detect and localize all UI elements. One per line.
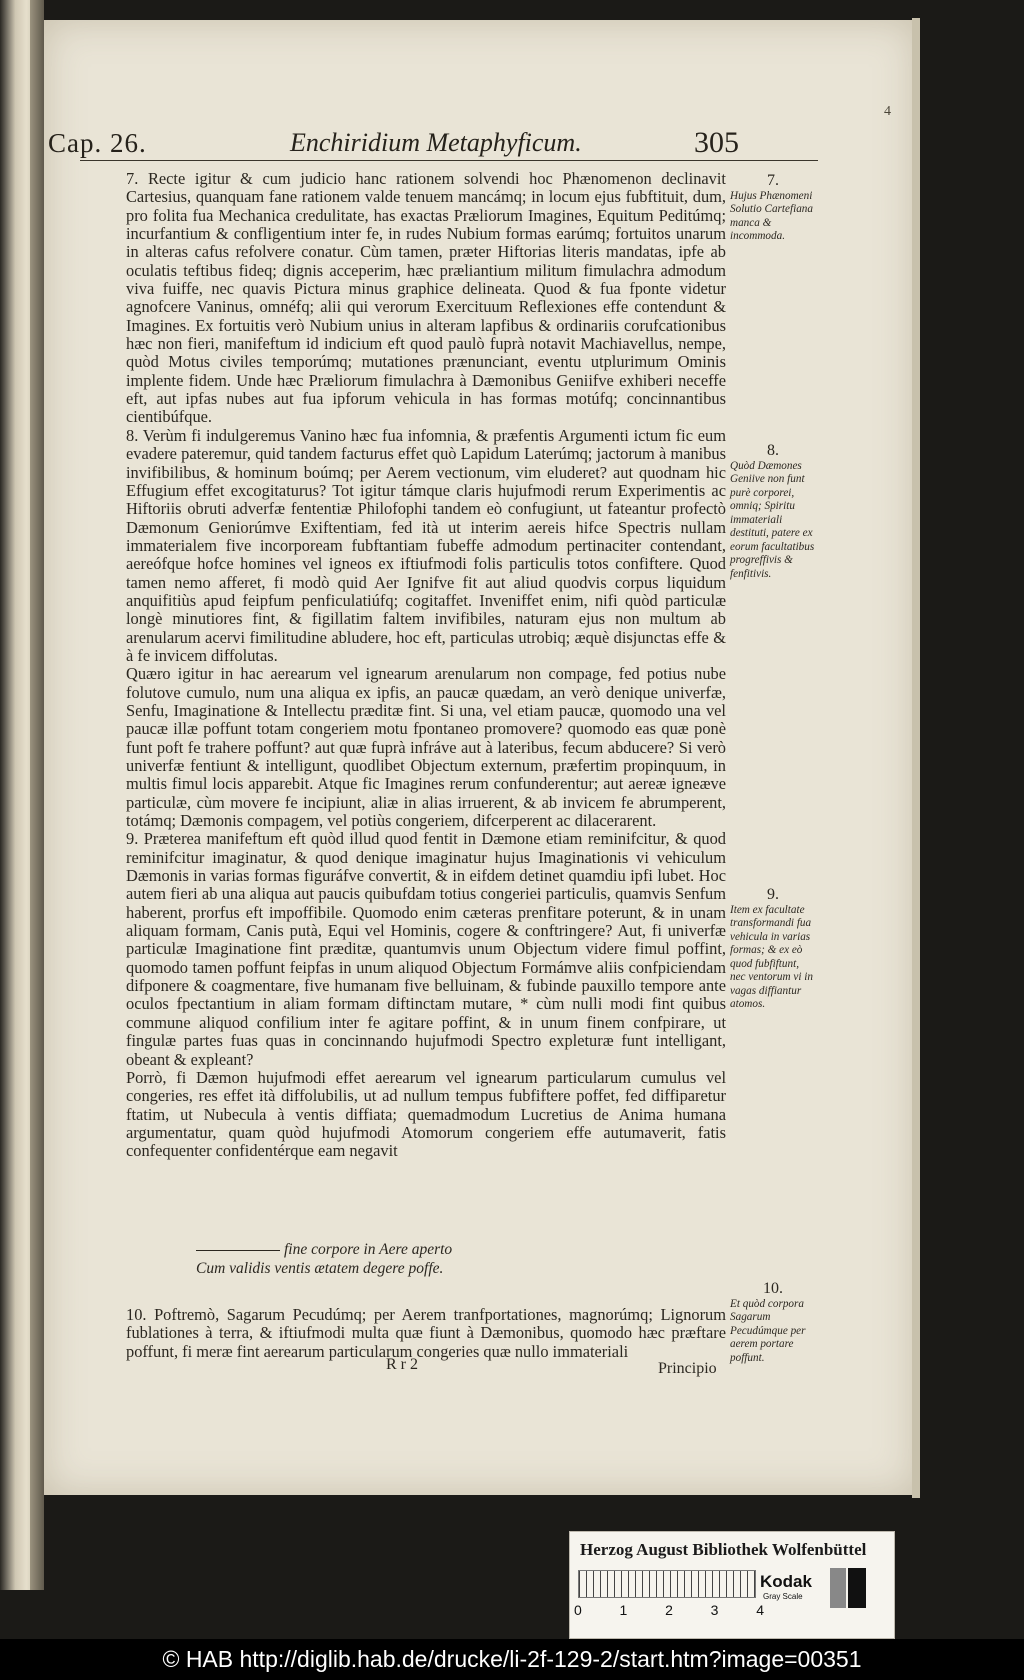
tick-3: 3 [710,1602,719,1618]
book-title: Enchiridium Metaphyficum. [290,128,582,157]
paragraph-9: 9. Præterea manifeftum eft quòd illud quod fentit in Dæmone etiam reminifcitur, & quod reminifcitur imaginatur, & quod denique imaginatur hujus Imaginationis vi vehiculum Dæmonis in varias formas figuráfve convertit, & in eifdem detinet quamdiu ipfi lubet. Hoc autem fieri ab una aliqua aut paucis quibufdam totius congeriei particulis, quamvis Senfum haberent, prorfus eft impoffibile. Quomodo enim cæteras prenfitare poterunt, & in unam aliquam formam, Canis putà, Equi vel Hominis, cogere & conftringere? Aut, fi univerfæ particulæ Imaginatione fint præditæ, quantumvis unum Objectum videre fimul poffint, quomodo tamen poffunt feipfas in unum aliquod Objectum Formámve aliis confpiciendam difponere & coagmentare, five humanam five belluinam, & fubinde pauxillo tempore ante oculos fpectantium in aliam formam diftinctam mutare, * cùm nulli modi fint quibus commune aliquod confilium inter fe agitare poffint, & in unum finem confpirare, ut fingulæ partes fuas quas in concinnando hujufmodi Spectro expleturæ funt intelligant, obeant & expleant? [126,829,726,1069]
quote-line-1: fine corpore in Aere aperto [196,1240,596,1259]
margin-note-8 [730,444,816,581]
black-swatch [848,1568,866,1608]
margin-note-7 [730,174,816,244]
margin-text: Et quòd corpora Sagarum Pecudúmque per aerem portare poffunt. [730,1297,806,1364]
gray-swatch [830,1568,846,1608]
verse-quote [196,1240,596,1278]
signature-mark: R r 2 [386,1356,418,1373]
margin-number: 9. [767,886,779,903]
paragraph-7: 7. Recte igitur & cum judicio hanc rationem solvendi hoc Phænomenon declinavit Cartesius, quanquam fane rationem valde tenuem mancámq; in locum ejus fubftituit, dum, pro folita fua Mechanica credulitate, has exactas Præliorum Imagines, Equitum Peditúmq; incurfantium & confligentium inter fe, in rudes Nubium formas earúmq; fortuitos unarum in alteras cafus refolvere conatur. Cùm tamen, præter Hiftorias literis mandatas, ipfe ab oculatis teftibus fideq; dignis acceperim, hæc præliantium militum fimulachra admodum viva fuiffe, nec quavis Pictura minus graphice delineata. Quod & fua fponte videtur agnofcere Vaninus, omnéfq; alii qui verorum Exercituum Reflexiones effe contendunt & Imagines. Ex fortuitis verò Nubium unius in alteram lapfibus & ordinariis corufcationibus hæc non fieri, manifeftum id indicium eft quod paulò fuprà notavit Machiavellus, nempe, quòd Motus civiles temporúmq; mutationes prænunciant, eventu utplurimum Ominis implente fidem. Unde hæc Præliorum fimulachra à Dæmonibus Geniifve exhiberi neceffe eft, aut ipfas nubes aut fua ipforum vehicula in has formas motúfq; concinnantibus cientibúfque. [126,169,726,427]
tick-1: 1 [619,1602,628,1618]
margin-number: 10. [763,1280,783,1297]
tick-0: 0 [574,1602,582,1618]
adjacent-page-edge [0,0,44,1590]
paragraph-10: 10. Poftremò, Sagarum Pecudúmq; per Aerem tranfportationes, magnorúmq; Lignorum fublationes à terra, & iftiufmodi multa quæ fiunt à Dæmonibus, quomodo hæc præftare poffunt, fi meræ fint aerearum particularum congeries quæ nullo immateriali [126,1305,726,1361]
catchword: Principio [658,1360,717,1377]
main-text [126,170,726,1161]
margin-text: Item ex facultate transformandi fua vehicula in varias formas; & ex eò quod fubfiftunt, nec ventorum vi in vagas diffiantur atomos. [730,903,813,1010]
ruler [578,1570,756,1598]
chapter-heading: Cap. 26. [48,128,147,158]
margin-note-10 [730,1282,816,1365]
quote-rule [196,1250,280,1251]
page-edge [912,18,920,1498]
paragraph-8b: Quæro igitur in hac aerearum vel ignearum arenularum non compage, fed potius nube folutove cumulo, num una aliqua ex ipfis, an paucæ quædam, an verò denique univerfæ, Senfu, Imaginatione & Intellectu præditæ fint. Si una, vel etiam paucæ, quomodo una vel paucæ illæ poffunt totam congeriem motu fpontaneo promovere? quomodo eas quæ ponè funt poft fe trahere poffunt? aut quæ fuprà infráve aut à lateribus, fecum abducere? Si verò univerfæ fentiunt & intelligunt, quodlibet Objectum externum, præfertim propinquum, in multis fimul locis apparebit. Atque fic Imagines rerum confunderentur; aut aereæ igneæve particulæ, cùm movere fe incipiunt, aliæ in alias irruerent, & ab invicem fe abrumperent, totámq; Dæmonis compagem, vel potiùs congeriem, difcerperent ac dilacerarent. [126,664,726,831]
margin-number: 8. [767,442,779,459]
copyright-footer: © HAB http://diglib.hab.de/drucke/li-2f-129-2/start.htm?image=00351 [0,1639,1024,1680]
corner-mark: 4 [884,104,891,119]
page-number: 305 [694,126,739,159]
library-name: Herzog August Bibliothek Wolfenbüttel [580,1540,867,1559]
margin-text: Hujus Phænomeni Solutio Cartefiana manca & incommoda. [730,189,813,242]
margin-note-9 [730,888,816,1012]
gutter [30,0,44,1590]
margin-text: Quòd Dæmones Geniive non funt purè corporei, omniq; Spiritu immateriali destituti, patere ex eorum facultatibus progreffivis & fenfitivis. [730,459,815,580]
paragraph-9b: Porrò, fi Dæmon hujufmodi effet aerearum vel ignearum particularum cumulus vel congeries, res effet ità diffolubilis, ut ad nullum tempus fubfiftere poffet, fed diffiparetur ftatim, ut Nubecula à ventis diffiata; quemadmodum Lucretius de Anima humana argumentatur, quam quòd hujufmodi Atomorum congeriem effe autumaverit, fatis confequenter confidentérque eam negavit [126,1067,726,1161]
gray-scale-label: Gray Scale [763,1592,803,1601]
color-scale-card [569,1531,895,1639]
margin-number: 7. [767,172,779,189]
paragraph-8: 8. Verùm fi indulgeremus Vanino hæc fua infomnia, & præfentis Argumenti ictum fic eum evadere pateremur, quid tandem facturus effet quò Lapidum Laterúmq; jactorum à manibus invifibilibus, & hominum boúmq; per Aerem vectionum, vim eluderet? aut quodnam hic Effugium effet excogitaturus? Tot igitur támque claris hujufmodi rerum Experimentis ac Hiftoriis obruti adverfæ fententiæ Philofophi tandem eò confugiunt, ut fateantur profectò Dæmonum Geniorúmve Exiftentiam, fed ità ut interim aereis hifce Spectris nullam immaterialem five incorpoream fubftantiam fubeffe admodum pertinaciter contendant, aereófque hofce homines vel igneos ex iftiufmodi folis particulis totos confiftere. Quod tamen nemo afferet, fi modò quid Aer Ignifve fit aut aliud quodvis corpus liquidum anquifitiùs apud feipfum penficulatiúfq; cogitaffet. Inveniffet enim, nifi quòd particulæ longè minutiores fint, & figillatim faltem invifibiles, naturam ejus non multum ab arenularum acervi fimilitudine abludere, hoc eft, particulas utrobiq; æquè disjunctas effe & à fe invicem diffolutas. [126,425,726,665]
quote-line-2: Cum validis ventis ætatem degere poffe. [196,1260,444,1277]
tick-2: 2 [665,1602,673,1618]
ruler-numbers [574,1602,764,1618]
tick-4: 4 [756,1602,764,1618]
kodak-logo: Kodak [760,1572,812,1591]
